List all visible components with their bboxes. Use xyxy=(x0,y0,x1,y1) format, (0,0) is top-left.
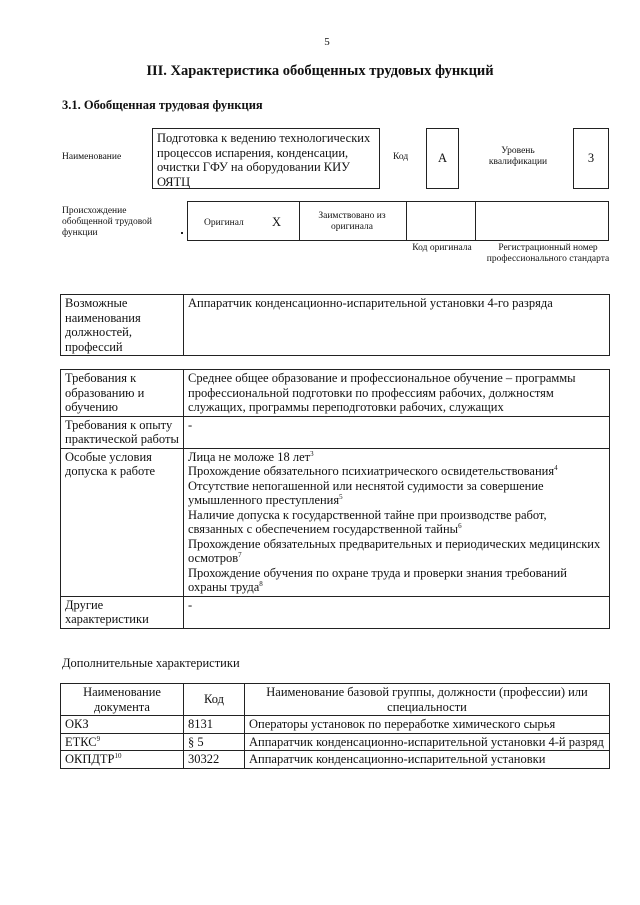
conditions-value xyxy=(184,448,610,596)
section-title: III. Характеристика обобщенных трудовых функций xyxy=(146,63,494,79)
row-document: ЕТКС$^9$ xyxy=(61,733,184,751)
name-label: Наименование xyxy=(62,152,122,162)
row-code: 8131 xyxy=(184,716,245,734)
condition-item: Наличие допуска к государственной тайне при производстве работ, связанных с обеспечением государственной тайны$^6$ xyxy=(188,507,547,536)
origin-divider-2 xyxy=(406,202,407,240)
table-row xyxy=(61,751,610,769)
positions-table xyxy=(60,294,610,356)
origin-divider-1 xyxy=(299,202,300,240)
page-number: 5 xyxy=(324,36,330,48)
conditions-label: Особые условия допуска к работе xyxy=(61,448,184,596)
condition-item: Лица не моложе 18 лет$^3$ xyxy=(188,449,314,464)
experience-row xyxy=(61,416,610,448)
header-document: Наименование документа xyxy=(61,684,184,716)
row-name: Операторы установок по переработке химического сырья xyxy=(245,716,610,734)
condition-item: Прохождение обязательных предварительных и периодических медицинских осмотров$^7$ xyxy=(188,536,601,565)
level-label: Уровень квалификации xyxy=(488,146,548,167)
origin-table xyxy=(187,201,609,241)
row-code: § 5 xyxy=(184,733,245,751)
reg-number-caption: Регистрационный номер профессионального стандарта xyxy=(486,243,610,264)
code-label: Код xyxy=(393,152,409,162)
level-value: 3 xyxy=(587,151,595,166)
code-value-box xyxy=(426,128,459,189)
origin-divider-3 xyxy=(475,202,476,240)
additional-table xyxy=(60,683,610,769)
code-original-caption: Код оригинала xyxy=(412,243,472,253)
row-name: Аппаратчик конденсационно-испарительной установки 4-й разряд xyxy=(245,733,610,751)
condition-item: Прохождение обучения по охране труда и проверки знания требований охраны труда$^8$ xyxy=(188,565,567,594)
other-row xyxy=(61,596,610,628)
positions-row xyxy=(61,295,610,356)
other-value: - xyxy=(184,596,610,628)
original-label: Оригинал xyxy=(204,218,244,228)
additional-title: Дополнительные характеристики xyxy=(62,656,240,670)
header-code: Код xyxy=(184,684,245,716)
condition-item: Прохождение обязательного психиатрического освидетельствования$^4$ xyxy=(188,463,558,478)
borrowed-label: Заимствовано из оригинала xyxy=(318,211,386,232)
row-document: ОКЗ xyxy=(61,716,184,734)
name-value: Подготовка к ведению технологических процессов испарения, конденсации, очистки ГФУ на оборудовании КИУ ОЯТЦ xyxy=(157,131,371,189)
name-value-box xyxy=(152,128,380,189)
education-label: Требования к образованию и обучению xyxy=(61,370,184,417)
subsection-title: 3.1. Обобщенная трудовая функция xyxy=(62,98,263,112)
positions-value: Аппаратчик конденсационно-испарительной установки 4-го разряда xyxy=(184,295,610,356)
table-row xyxy=(61,733,610,751)
positions-label: Возможные наименования должностей, профессий xyxy=(61,295,184,356)
row-code: 30322 xyxy=(184,751,245,769)
other-label: Другие характеристики xyxy=(61,596,184,628)
row-name: Аппаратчик конденсационно-испарительной установки xyxy=(245,751,610,769)
header-name: Наименование базовой группы, должности (профессии) или специальности xyxy=(245,684,610,716)
requirements-table xyxy=(60,369,610,629)
additional-header-row xyxy=(61,684,610,716)
origin-dot xyxy=(181,232,183,234)
condition-item: Отсутствие непогашенной или неснятой судимости за совершение умышленного преступления$^5$ xyxy=(188,478,544,507)
table-row xyxy=(61,716,610,734)
education-value: Среднее общее образование и профессиональное обучение – программы профессиональной подготовки по профессиям рабочих, должностям служащих, программы переподготовки рабочих, служащих xyxy=(184,370,610,417)
origin-label: Происхождение обобщенной трудовой функции xyxy=(62,206,152,238)
row-document: ОКПДТР$^{10}$ xyxy=(61,751,184,769)
experience-label: Требования к опыту практической работы xyxy=(61,416,184,448)
experience-value: - xyxy=(184,416,610,448)
original-mark: Х xyxy=(272,215,282,229)
level-value-box xyxy=(573,128,609,189)
code-value: А xyxy=(437,151,448,166)
conditions-row xyxy=(61,448,610,596)
education-row xyxy=(61,370,610,417)
